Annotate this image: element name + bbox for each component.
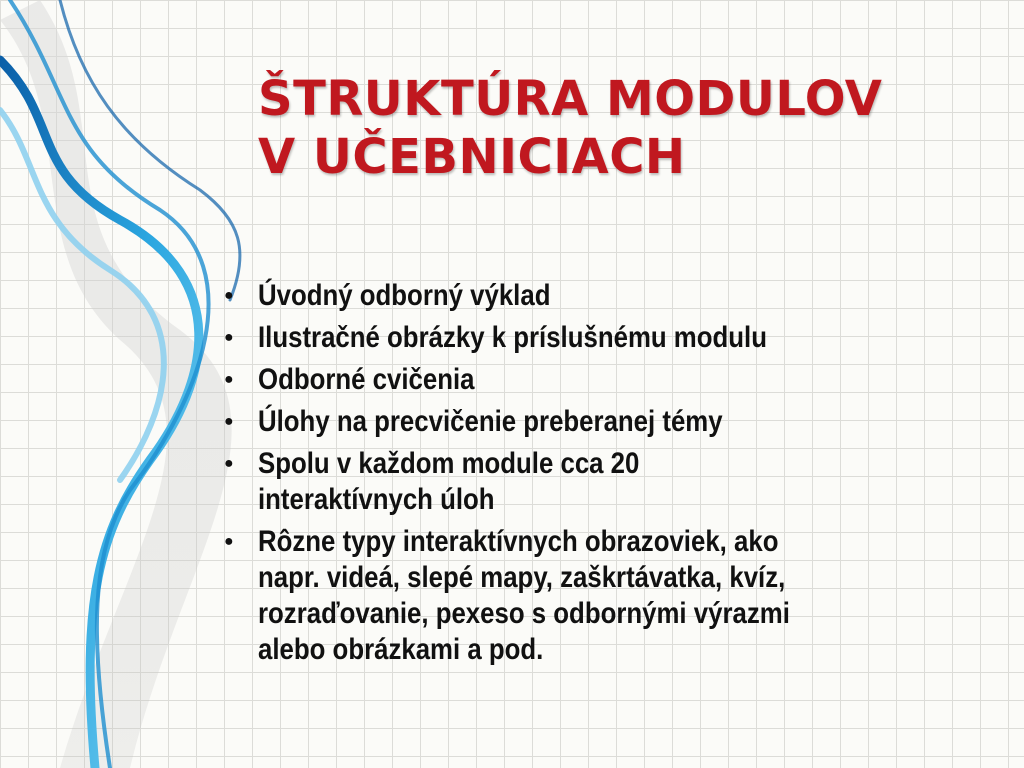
bullet-line: Úlohy na precvičenie preberanej témy <box>258 405 723 438</box>
list-item <box>222 362 982 398</box>
bullet-line: interaktívnych úloh <box>258 483 495 516</box>
bullet-line: Úvodný odborný výklad <box>258 279 551 312</box>
title-line-2: V UČEBNICIACH <box>258 129 686 185</box>
bullet-icon: ● <box>224 329 234 346</box>
bullet-text <box>258 278 881 314</box>
list-item <box>222 524 982 668</box>
bullet-text <box>258 362 881 398</box>
bullet-text <box>258 320 881 356</box>
slide-title <box>258 70 978 186</box>
bullet-line: Odborné cvičenia <box>258 363 475 396</box>
list-item <box>222 404 982 440</box>
bullet-line: alebo obrázkami a pod. <box>258 633 544 666</box>
bullet-line: napr. videá, slepé mapy, zaškrtávatka, kvíz, <box>258 561 786 594</box>
list-item <box>222 446 982 518</box>
bullet-text <box>258 404 881 440</box>
bullet-text <box>258 524 881 668</box>
bullet-icon: ● <box>224 455 234 472</box>
bullet-icon: ● <box>224 287 234 304</box>
bullet-line: Spolu v každom module cca 20 <box>258 447 640 480</box>
bullet-icon: ● <box>224 371 234 388</box>
bullet-line: Rôzne typy interaktívnych obrazoviek, ako <box>258 525 779 558</box>
bullet-line: rozraďovanie, pexeso s odbornými výrazmi <box>258 597 790 630</box>
bullet-icon: ● <box>224 533 234 550</box>
list-item <box>222 320 982 356</box>
title-line-1: ŠTRUKTÚRA MODULOV <box>258 71 883 127</box>
bullet-icon: ● <box>224 413 234 430</box>
bullet-line: Ilustračné obrázky k príslušnému modulu <box>258 321 767 354</box>
bullet-list <box>222 278 982 674</box>
bullet-text <box>258 446 881 518</box>
list-item <box>222 278 982 314</box>
